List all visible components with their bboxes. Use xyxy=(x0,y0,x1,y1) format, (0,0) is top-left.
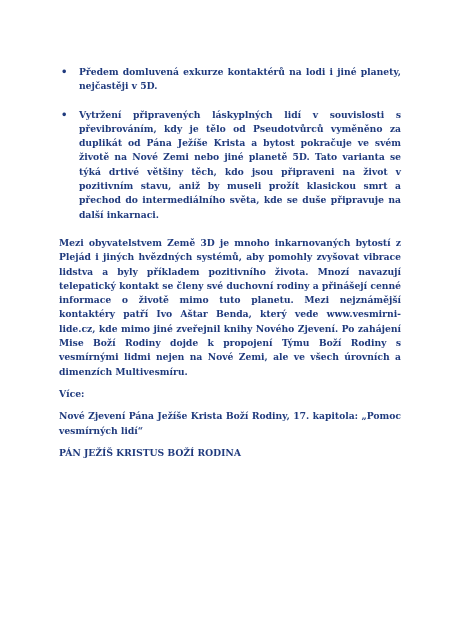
bullet-icon: • xyxy=(61,67,68,78)
bullet-text: Předem domluvená exkurze kontaktérů na lodi i jiné planety, nejčastěji v 5D. xyxy=(79,67,401,93)
bullet-list xyxy=(59,66,401,223)
main-paragraph: Mezi obyvatelstvem Země 3D je mnoho inkarnovaných bytostí z Plejád i jiných hvězdných systémů, aby pomohly zvyšovat vibrace lidstva a byly příkladem pozitivního života. Mnozí navazují telepatický kontakt se členy své duchovní rodiny a přinášejí cenné informace o životě mimo tuto planetu. Mezi nejznámější kontaktéry patří Ivo Aštar Benda, který vede www.vesmirni-lide.cz, kde mimo jiné zveřejnil knihy Nového Zjevení. Po zahájení Mise Boží Rodiny dojde k propojení Týmu Boží Rodiny s vesmírnými lidmi nejen na Nové Zemi, ale ve všech úrovních a dimenzích Multivesmíru. xyxy=(59,237,401,378)
bullet-icon: • xyxy=(61,109,68,121)
bullet-text: Vytržení připravených láskyplných lidí v souvislosti s převibrováním, kdy je tělo od Pseudotvůrců vyměněno za duplikát od Pána Ježíše Krista a bytost pokračuje ve svém životě na Nové Zemi nebo jiné planetě 5D. Tato varianta se týká drtivé většiny těch, kdo jsou připraveni na život v pozitivním stavu, aniž by museli prožít klasickou smrt a přechod do intermediálního světa, kde se duše připravuje na další inkarnaci. xyxy=(79,109,401,221)
bullet-item-vytrzeni xyxy=(59,109,401,223)
chapter-reference: Nové Zjevení Pána Ježíše Krista Boží Rodiny, 17. kapitola: „Pomoc vesmírných lidí“ xyxy=(59,411,401,437)
bullet-item-exkurze xyxy=(59,66,401,95)
more-label: Více: xyxy=(59,388,85,400)
document-body xyxy=(59,66,401,469)
signature: PÁN JEŽÍŠ KRISTUS BOŽÍ RODINA xyxy=(59,447,241,459)
